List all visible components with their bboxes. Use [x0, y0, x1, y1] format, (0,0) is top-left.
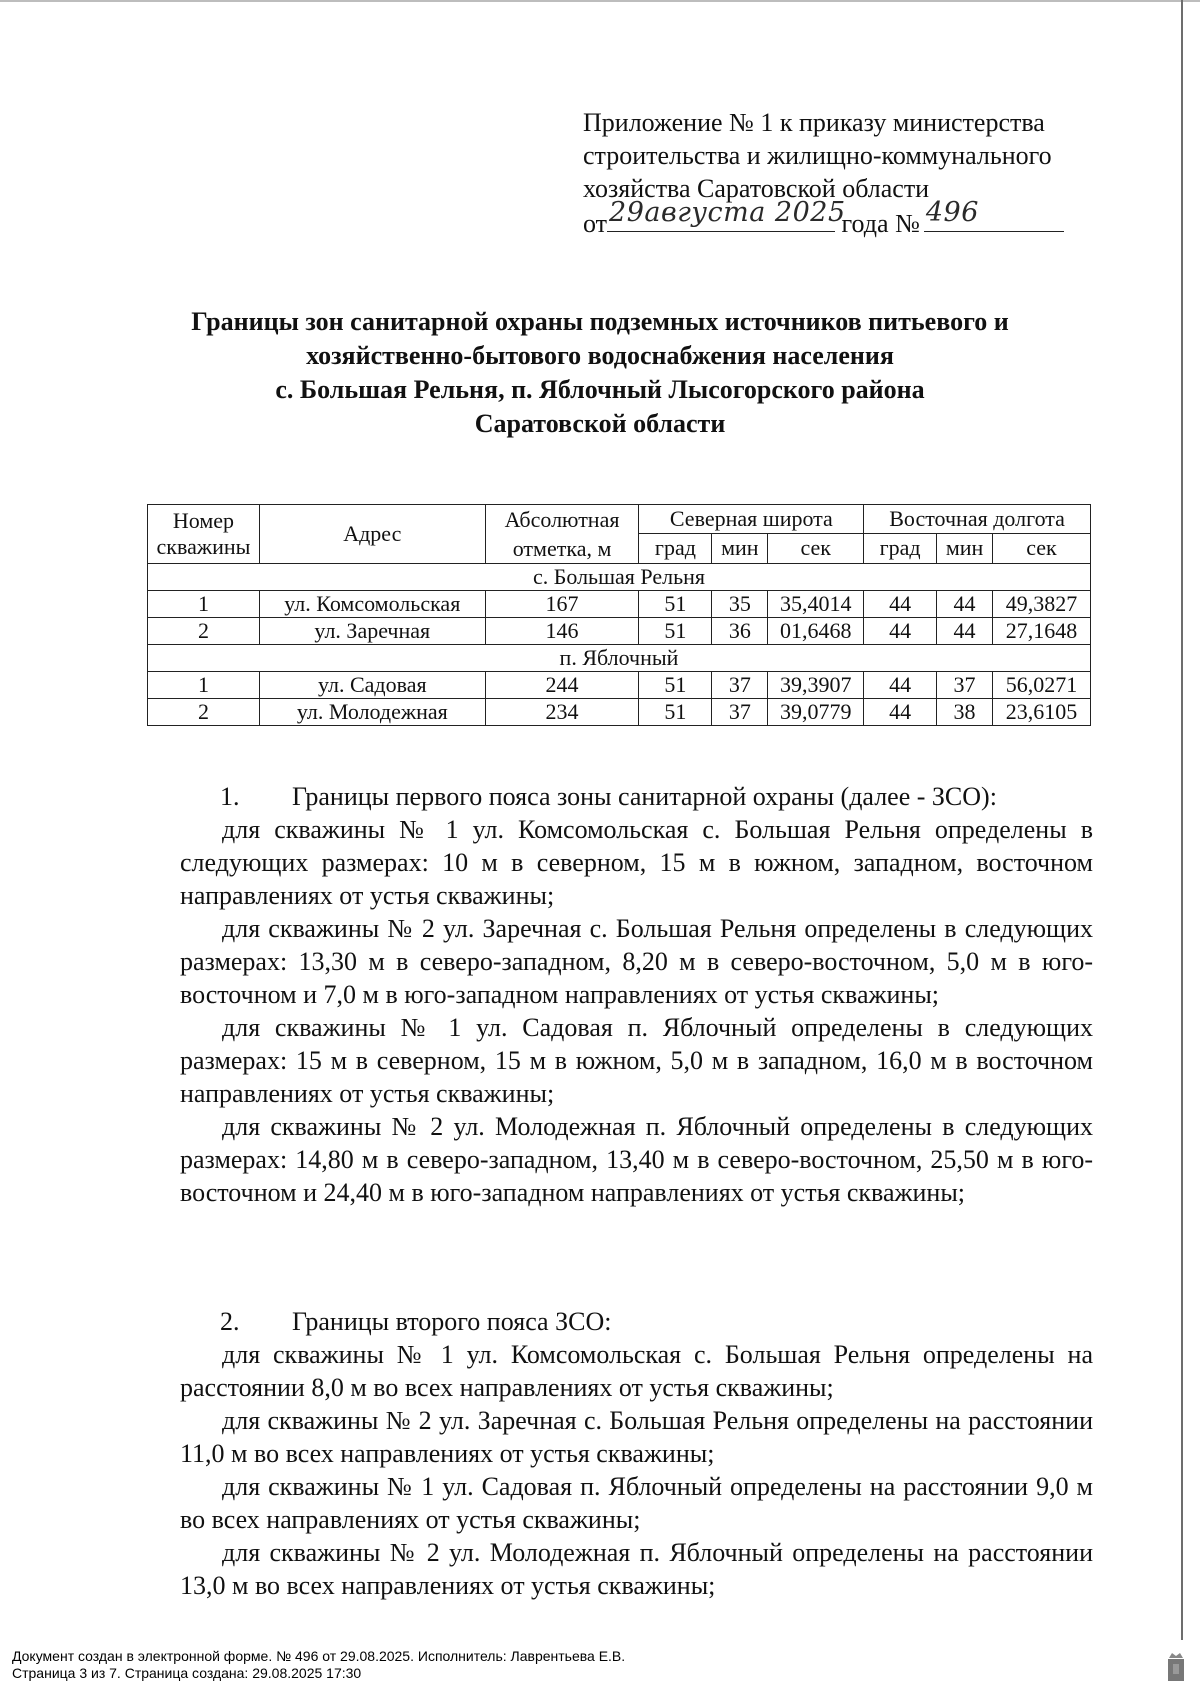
header-lat-sec: сек — [768, 533, 864, 563]
cell-lon-sec: 56,0271 — [993, 672, 1091, 699]
date-blank — [607, 197, 846, 232]
header-well-number: Номер скважины — [148, 505, 260, 564]
cell-lat-sec: 35,4014 — [768, 591, 864, 618]
section-2-heading-text: Границы второго пояса ЗСО: — [292, 1307, 612, 1336]
cell-lon-deg: 44 — [864, 672, 937, 699]
cell-lat-deg: 51 — [639, 591, 712, 618]
document-title — [100, 305, 1100, 441]
footer-line-2: Страница 3 из 7. Страница создана: 29.08.2025 17:30 — [12, 1665, 362, 1681]
header-line-2: строительства и жилищно-коммунального — [583, 141, 1052, 170]
handwritten-number: 496 — [925, 197, 979, 228]
number-blank — [924, 197, 1064, 232]
table-row — [148, 591, 1091, 618]
cell-lon-min: 44 — [937, 618, 993, 645]
section-2-paragraph: для скважины № 1 ул. Садовая п. Яблочный определены на расстоянии 9,0 м во всех направлениях от устья скважины; — [180, 1472, 1093, 1534]
cell-lat-sec: 39,0779 — [768, 699, 864, 726]
cell-lon-sec: 27,1648 — [993, 618, 1091, 645]
section-2-paragraph: для скважины № 2 ул. Молодежная п. Яблочный определены на расстоянии 13,0 м во всех направлениях от устья скважины; — [180, 1538, 1093, 1600]
footer-line-1: Документ создан в электронной форме. № 496 от 29.08.2025. Исполнитель: Лаврентьева Е.В. — [12, 1648, 626, 1664]
section-row: с. Большая Рельня — [148, 564, 1091, 591]
title-line-3: с. Большая Рельня, п. Яблочный Лысогорского района — [275, 375, 925, 404]
cell-lat-min: 37 — [712, 672, 768, 699]
section-2-number: 2. — [220, 1307, 240, 1336]
electronic-document-footer — [12, 1648, 625, 1682]
table-row — [148, 699, 1091, 726]
cell-lat-deg: 51 — [639, 699, 712, 726]
header-line-4 — [583, 197, 1064, 240]
section-1-number: 1. — [220, 782, 240, 811]
section-2-heading — [220, 1305, 611, 1338]
scan-edge-top — [0, 0, 1200, 2]
header-north-latitude: Северная широта — [639, 505, 864, 534]
handwritten-date: 29августа 2025 — [609, 197, 846, 228]
cell-lat-deg: 51 — [639, 672, 712, 699]
title-line-2: хозяйственно-бытового водоснабжения населения — [306, 341, 894, 370]
header-lon-min: мин — [937, 533, 993, 563]
header-line-3: хозяйства Саратовской области — [583, 174, 930, 203]
section-1-heading-text: Границы первого пояса зоны санитарной охраны (далее - ЗСО): — [292, 782, 997, 811]
header-lon-deg: град — [864, 533, 937, 563]
wells-coordinates-table — [147, 504, 1091, 726]
header-address: Адрес — [259, 505, 485, 564]
header-elevation: Абсолютная отметка, м — [485, 505, 639, 564]
cell-lat-min: 37 — [712, 699, 768, 726]
table-row — [148, 672, 1091, 699]
section-1-paragraph: для скважины № 1 ул. Комсомольская с. Большая Рельня определены в следующих размерах: 10 м в северном, 15 м в южном, западном, восточном направлениях от устья скважины; — [180, 815, 1093, 910]
cell-lon-min: 44 — [937, 591, 993, 618]
section-2-paragraph: для скважины № 2 ул. Заречная с. Большая Рельня определены на расстоянии 11,0 м во всех направлениях от устья скважины; — [180, 1406, 1093, 1468]
cell-lon-min: 37 — [937, 672, 993, 699]
cell-lon-deg: 44 — [864, 618, 937, 645]
cell-address: ул. Молодежная — [259, 699, 485, 726]
cell-lat-min: 36 — [712, 618, 768, 645]
cell-lat-sec: 39,3907 — [768, 672, 864, 699]
header-lon-sec: сек — [993, 533, 1091, 563]
section-1-paragraph: для скважины № 2 ул. Заречная с. Большая Рельня определены в следующих размерах: 13,30 м в северо-западном, 8,20 м в северо-восточном, 5,0 м в юго-восточном и 7,0 м в юго-западном направлениях от устья скважины; — [180, 914, 1093, 1009]
header-east-longitude: Восточная долгота — [864, 505, 1091, 534]
cell-lon-sec: 49,3827 — [993, 591, 1091, 618]
section-1-heading — [220, 780, 997, 813]
section-2-body — [180, 1338, 1093, 1602]
appendix-header — [583, 106, 1064, 240]
from-label: от — [583, 209, 608, 238]
section-1-body — [180, 813, 1093, 1209]
cell-lon-deg: 44 — [864, 699, 937, 726]
cell-elevation: 244 — [485, 672, 639, 699]
cell-well-number: 2 — [148, 699, 260, 726]
header-lat-deg: град — [639, 533, 712, 563]
section-row: п. Яблочный — [148, 645, 1091, 672]
cell-lon-min: 38 — [937, 699, 993, 726]
cell-well-number: 2 — [148, 618, 260, 645]
scan-edge-right — [1181, 0, 1183, 1640]
cell-lon-sec: 23,6105 — [993, 699, 1091, 726]
cell-lat-sec: 01,6468 — [768, 618, 864, 645]
cell-address: ул. Заречная — [259, 618, 485, 645]
year-number-label: года № — [841, 209, 920, 238]
cell-elevation: 146 — [485, 618, 639, 645]
cell-address: ул. Комсомольская — [259, 591, 485, 618]
section-2-paragraph: для скважины № 1 ул. Комсомольская с. Большая Рельня определены на расстоянии 8,0 м во всех направлениях от устья скважины; — [180, 1340, 1093, 1402]
cell-address: ул. Садовая — [259, 672, 485, 699]
cell-lat-deg: 51 — [639, 618, 712, 645]
header-lat-min: мин — [712, 533, 768, 563]
cell-elevation: 234 — [485, 699, 639, 726]
title-line-4: Саратовской области — [474, 409, 726, 438]
section-1-paragraph: для скважины № 1 ул. Садовая п. Яблочный определены в следующих размерах: 15 м в северном, 15 м в южном, 5,0 м в западном, 16,0 м в восточном направлениях от устья скважины; — [180, 1013, 1093, 1108]
table-row — [148, 618, 1091, 645]
title-line-1: Границы зон санитарной охраны подземных источников питьевого и — [191, 307, 1009, 336]
section-1-paragraph: для скважины № 2 ул. Молодежная п. Яблочный определены в следующих размерах: 14,80 м в северо-западном, 13,40 м в северо-восточном, 25,50 м в юго-восточном и 24,40 м в юго-западном направлениях от устья скважины; — [180, 1112, 1093, 1207]
cell-lon-deg: 44 — [864, 591, 937, 618]
header-line-1: Приложение № 1 к приказу министерства — [583, 108, 1045, 137]
cell-lat-min: 35 — [712, 591, 768, 618]
cell-well-number: 1 — [148, 672, 260, 699]
coat-of-arms-icon — [1165, 1650, 1187, 1684]
cell-elevation: 167 — [485, 591, 639, 618]
cell-well-number: 1 — [148, 591, 260, 618]
